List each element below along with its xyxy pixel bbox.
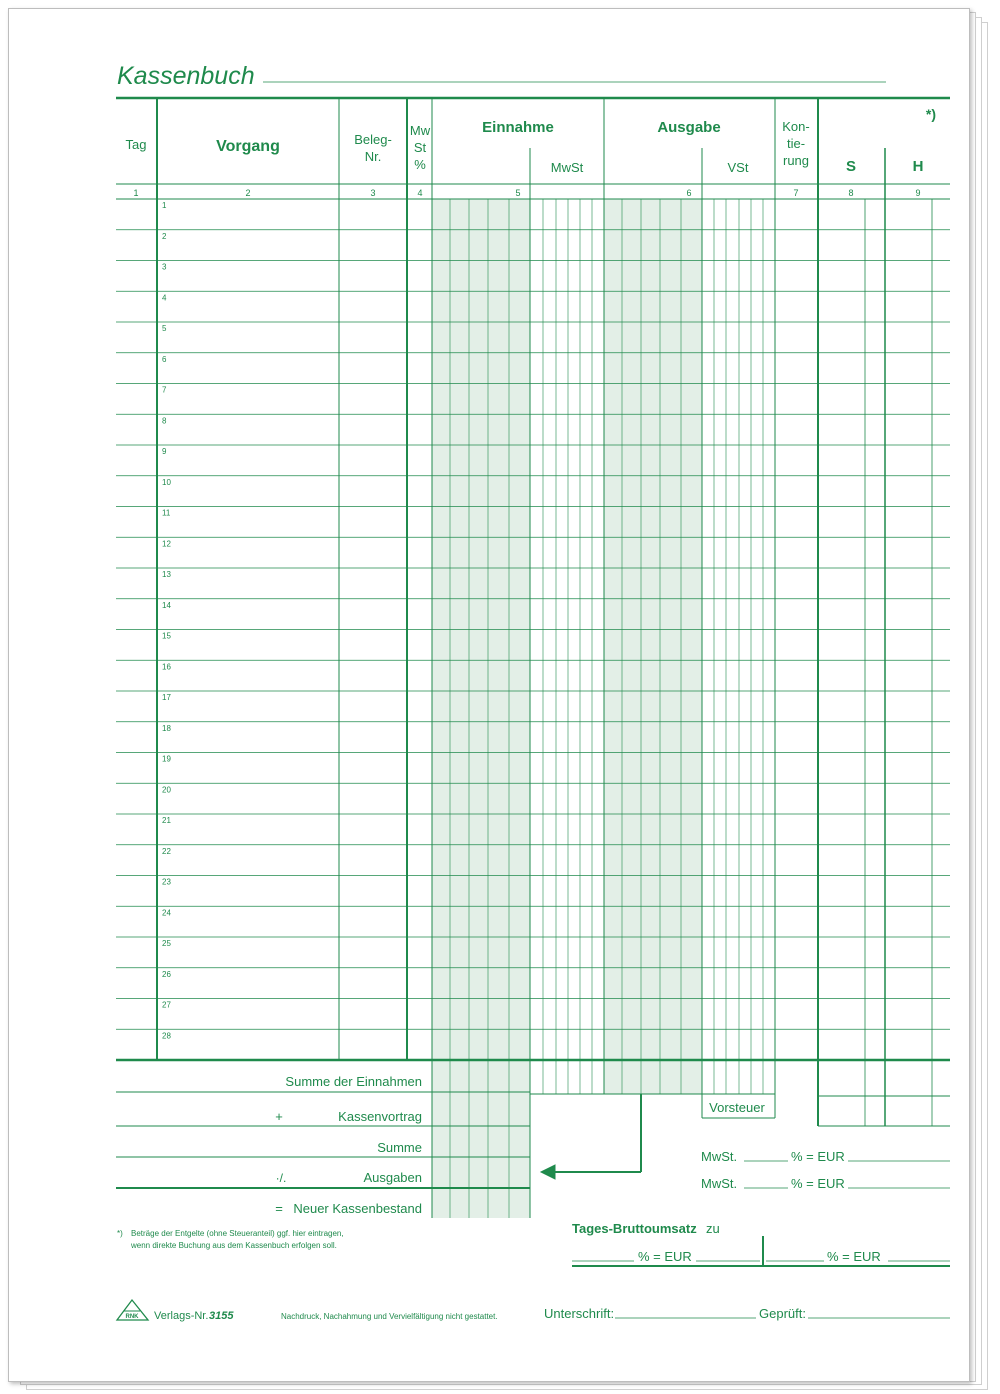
row-numbers bbox=[162, 201, 171, 1040]
copyright-notice: Nachdruck, Nachahmung und Vervielfältigung nicht gestattet. bbox=[281, 1312, 498, 1321]
header-s: S bbox=[845, 158, 857, 175]
row-number: 7 bbox=[162, 385, 167, 395]
header-h: H bbox=[912, 158, 924, 175]
header-beleg-line2: Nr. bbox=[364, 149, 382, 164]
row-number: 6 bbox=[162, 354, 167, 364]
einnahme-summary-shade bbox=[432, 1060, 530, 1218]
row-number: 22 bbox=[162, 846, 171, 856]
grid-lines bbox=[116, 82, 950, 1318]
label-minus: ·/. bbox=[275, 1171, 287, 1185]
row-number: 4 bbox=[162, 293, 167, 303]
verlag-number: 3155 bbox=[209, 1310, 234, 1322]
mwst-line-1-label: MwSt. bbox=[701, 1149, 738, 1164]
header-kontierung-line2: tie- bbox=[786, 136, 806, 151]
mwst-line-2-mid: % = EUR bbox=[791, 1176, 845, 1191]
row-number: 13 bbox=[162, 570, 171, 579]
header-tag: Tag bbox=[125, 137, 147, 152]
row-number: 15 bbox=[162, 631, 171, 641]
verlag-label: Verlags-Nr. bbox=[154, 1310, 209, 1322]
col-number-2: 2 bbox=[245, 188, 251, 198]
header-kontierung-line3: rung bbox=[782, 153, 810, 168]
col-number-8: 8 bbox=[848, 188, 854, 198]
row-number: 26 bbox=[162, 969, 171, 979]
row-number: 27 bbox=[162, 1000, 171, 1010]
header-ausgabe-vst: VSt bbox=[727, 160, 749, 175]
row-number: 23 bbox=[162, 877, 171, 887]
col-number-9: 9 bbox=[915, 188, 921, 198]
row-number: 14 bbox=[162, 600, 171, 610]
header-mwst-line3: % bbox=[414, 157, 426, 172]
col-number-4: 4 bbox=[417, 188, 423, 198]
footnote-mark: *) bbox=[117, 1229, 123, 1238]
row-number: 9 bbox=[162, 447, 167, 456]
row-number: 16 bbox=[162, 662, 171, 672]
header-einnahme-mwst: MwSt bbox=[550, 160, 584, 175]
row-number: 25 bbox=[162, 939, 171, 948]
row-number: 8 bbox=[162, 416, 167, 426]
unterschrift-label: Unterschrift: bbox=[544, 1306, 615, 1321]
ausgabe-summary-shade bbox=[604, 1060, 702, 1094]
tages-left-label: % = EUR bbox=[638, 1249, 692, 1264]
row-number: 5 bbox=[162, 324, 167, 333]
header-beleg-line1: Beleg- bbox=[354, 132, 392, 147]
tages-zu: zu bbox=[706, 1221, 720, 1236]
col-number-1: 1 bbox=[133, 188, 139, 198]
label-summe: Summe bbox=[377, 1140, 422, 1155]
row-number: 21 bbox=[162, 816, 171, 825]
row-number: 18 bbox=[162, 723, 171, 733]
tages-right-label: % = EUR bbox=[827, 1249, 881, 1264]
mwst-line-1-mid: % = EUR bbox=[791, 1149, 845, 1164]
geprueft-label: Geprüft: bbox=[759, 1306, 806, 1321]
label-equals: = bbox=[275, 1201, 283, 1216]
row-number: 24 bbox=[162, 908, 171, 918]
header-vorgang: Vorgang bbox=[216, 138, 280, 155]
shaded-columns bbox=[432, 199, 702, 1218]
logo-text: RNK bbox=[125, 1314, 139, 1320]
header-ausgabe: Ausgabe bbox=[657, 119, 721, 136]
publisher-logo bbox=[117, 1300, 148, 1320]
row-number: 28 bbox=[162, 1031, 171, 1041]
col-number-3: 3 bbox=[370, 188, 376, 198]
row-number: 2 bbox=[162, 231, 167, 241]
row-number: 20 bbox=[162, 785, 171, 795]
row-number: 12 bbox=[162, 539, 171, 549]
label-neuer-kassenbestand: Neuer Kassenbestand bbox=[293, 1201, 422, 1216]
row-number: 3 bbox=[162, 262, 167, 272]
footnote-line-1: Beträge der Entgelte (ohne Steueranteil) ggf. hier eintragen, bbox=[131, 1229, 344, 1238]
label-plus: + bbox=[275, 1109, 283, 1124]
row-number: 17 bbox=[162, 693, 171, 702]
label-ausgaben: Ausgaben bbox=[363, 1170, 422, 1185]
row-number: 1 bbox=[162, 201, 167, 210]
label-vorsteuer: Vorsteuer bbox=[709, 1100, 765, 1115]
header-mwst-line2: St bbox=[413, 140, 427, 155]
col-number-5: 5 bbox=[515, 188, 521, 198]
mwst-line-2-label: MwSt. bbox=[701, 1176, 738, 1191]
row-number: 11 bbox=[162, 508, 171, 518]
tages-bruttoumsatz-title: Tages-Bruttoumsatz bbox=[572, 1221, 697, 1236]
header-kontierung-line1: Kon- bbox=[782, 119, 810, 134]
col-number-7: 7 bbox=[793, 188, 799, 198]
label-summe-einnahmen: Summe der Einnahmen bbox=[285, 1074, 422, 1089]
form-title: Kassenbuch bbox=[117, 62, 255, 90]
row-number: 19 bbox=[162, 754, 171, 764]
arrow-head bbox=[541, 1165, 555, 1179]
header-footnote-mark: *) bbox=[925, 106, 936, 122]
row-number: 10 bbox=[162, 477, 171, 487]
label-kassenvortrag: Kassenvortrag bbox=[338, 1109, 422, 1124]
col-number-6: 6 bbox=[686, 188, 692, 198]
header-mwst-line1: Mw bbox=[409, 123, 431, 138]
header-einnahme: Einnahme bbox=[482, 119, 554, 136]
footnote-line-2: wenn direkte Buchung aus dem Kassenbuch erfolgen soll. bbox=[131, 1241, 337, 1250]
